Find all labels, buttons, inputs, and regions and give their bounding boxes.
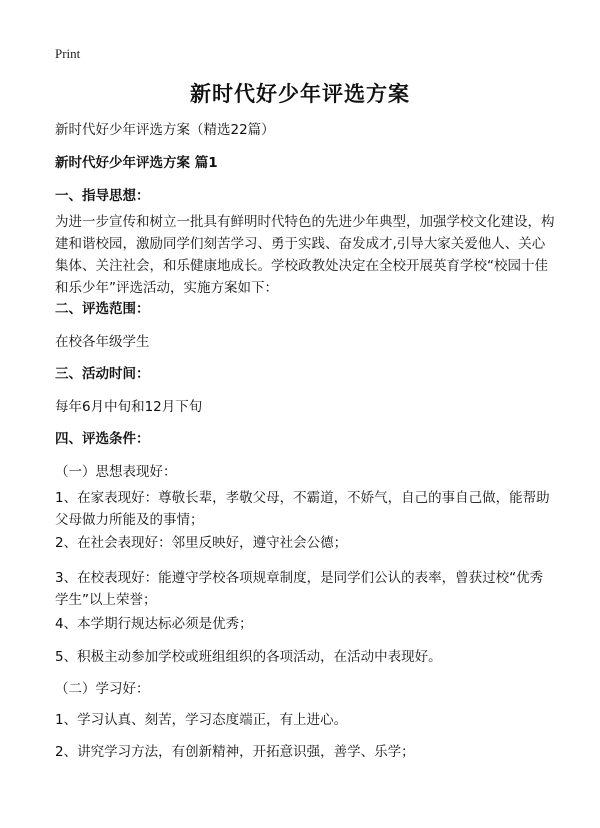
page-title: 新时代好少年评选方案 xyxy=(190,82,410,106)
subsection-heading-study: （二）学习好： xyxy=(55,681,150,697)
doc-subtitle: 新时代好少年评选方案（精选22篇） xyxy=(55,122,275,138)
criteria-item-1: 1、在家表现好：尊敬长辈，孝敬父母，不霸道，不娇气，自己的事自己做，能帮助父母做力所能及的事情； xyxy=(55,490,550,528)
study-item-2: 2、讲究学习方法，有创新精神，开拓意识强，善学、乐学； xyxy=(55,744,415,760)
subsection-heading-conduct: （一）思想表现好： xyxy=(55,464,177,480)
study-item-1: 1、学习认真、刻苦，学习态度端正，有上进心。 xyxy=(55,712,348,728)
section-body-guiding-thought: 为进一步宣传和树立一批具有鲜明时代特色的先进少年典型，加强学校文化建设，构建和谐校园，激励同学们刻苦学习、勇于实践、奋发成才,引导大家关爱他人、关心集体、关注社会，和乐健康地成长。学校政教处决定在全校开展英育学校“校园十佳和乐少年”评选活动，实施方案如下： xyxy=(55,214,555,296)
section-body-time: 每年6月中旬和12月下旬 xyxy=(55,399,203,415)
section-heading-time: 三、活动时间： xyxy=(55,366,150,382)
criteria-item-4: 4、本学期行规达标必须是优秀； xyxy=(55,616,253,632)
section-heading-scope: 二、评选范围： xyxy=(55,301,150,317)
criteria-item-5: 5、积极主动参加学校或班组组织的各项活动，在活动中表现好。 xyxy=(55,649,442,665)
section-heading-criteria: 四、评选条件： xyxy=(55,431,150,447)
part-heading: 新时代好少年评选方案 篇1 xyxy=(55,155,218,171)
print-link[interactable]: Print xyxy=(55,46,81,61)
section-body-scope: 在校各年级学生 xyxy=(55,334,150,350)
section-heading-guiding-thought: 一、指导思想： xyxy=(55,188,150,204)
criteria-item-3: 3、在校表现好：能遵守学校各项规章制度，是同学们公认的表率，曾获过校“优秀学生”以上荣誉； xyxy=(55,570,544,608)
criteria-item-2: 2、在社会表现好：邻里反映好，遵守社会公德； xyxy=(55,535,348,551)
